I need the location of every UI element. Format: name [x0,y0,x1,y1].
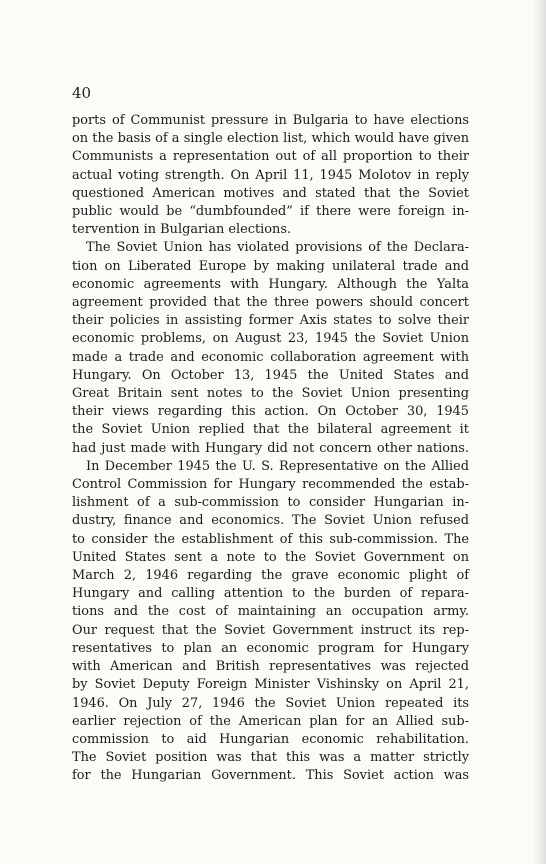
text-line: with American and British representatives was rejected [72,659,469,675]
paragraph-1 [72,112,469,239]
text-line: Control Commission for Hungary recommended the estab- [72,477,469,493]
text-line: commission to aid Hungarian economic rehabilitation. [72,731,469,747]
paragraph-2 [72,239,469,457]
text-line: actual voting strength. On April 11, 1945 Molotov in reply [72,167,469,183]
text-line: ports of Communist pressure in Bulgaria to have elections [72,113,469,128]
text-line: to consider the establishment of this sub-commission. The [72,531,469,547]
text-line: In December 1945 the U. S. Representative on the Allied [86,458,469,474]
text-line: public would be “dumbfounded” if there were foreign in- [72,204,469,220]
page-edge-shadow [532,0,546,864]
text-line: March 2, 1946 regarding the grave economic plight of [72,568,469,584]
text-line: Hungary. On October 13, 1945 the United States and [72,367,469,383]
text-line: dustry, finance and economics. The Soviet Union refused [72,513,469,529]
text-line: United States sent a note to the Soviet Government on [72,549,469,565]
text-line: by Soviet Deputy Foreign Minister Vishinsky on April 21, [72,677,469,693]
text-line: their policies in assisting former Axis states to solve their [72,313,469,329]
text-line: tervention in Bulgarian elections. [72,222,292,238]
text-line: Communists a representation out of all proportion to their [72,149,469,165]
text-line: Our request that the Soviet Government instruct its rep- [72,622,469,638]
paragraph-3 [72,458,469,786]
text-line: economic agreements with Hungary. Although the Yalta [72,276,469,292]
text-line: lishment of a sub-commission to consider Hungarian in- [72,495,469,511]
text-line: The Soviet Union has violated provisions of the Declara- [86,240,469,256]
text-line: agreement provided that the three powers should concert [72,295,469,311]
text-line: economic problems, on August 23, 1945 the Soviet Union [72,331,469,347]
text-line: Great Britain sent notes to the Soviet Union presenting [72,386,469,402]
text-line: tions and the cost of maintaining an occupation army. [72,604,469,620]
text-line: made a trade and economic collaboration agreement with [72,349,469,365]
body-text [72,112,469,786]
text-line: their views regarding this action. On October 30, 1945 [72,404,469,420]
text-line: had just made with Hungary did not concern other nations. [72,440,469,456]
text-line: Hungary and calling attention to the burden of repara- [72,586,469,602]
text-line: earlier rejection of the American plan for an Allied sub- [72,713,469,729]
text-line: 1946. On July 27, 1946 the Soviet Union repeated its [72,695,469,711]
text-line: for the Hungarian Government. This Soviet action was [72,768,469,784]
text-line: The Soviet position was that this was a matter strictly [72,750,469,766]
text-line: questioned American motives and stated that the Soviet [72,185,469,201]
text-line: tion on Liberated Europe by making unilateral trade and [72,258,469,274]
text-line: on the basis of a single election list, which would have given [72,131,469,147]
text-line: resentatives to plan an economic program for Hungary [72,640,469,656]
page-number: 40 [72,84,92,102]
text-line: the Soviet Union replied that the bilateral agreement it [72,422,469,438]
